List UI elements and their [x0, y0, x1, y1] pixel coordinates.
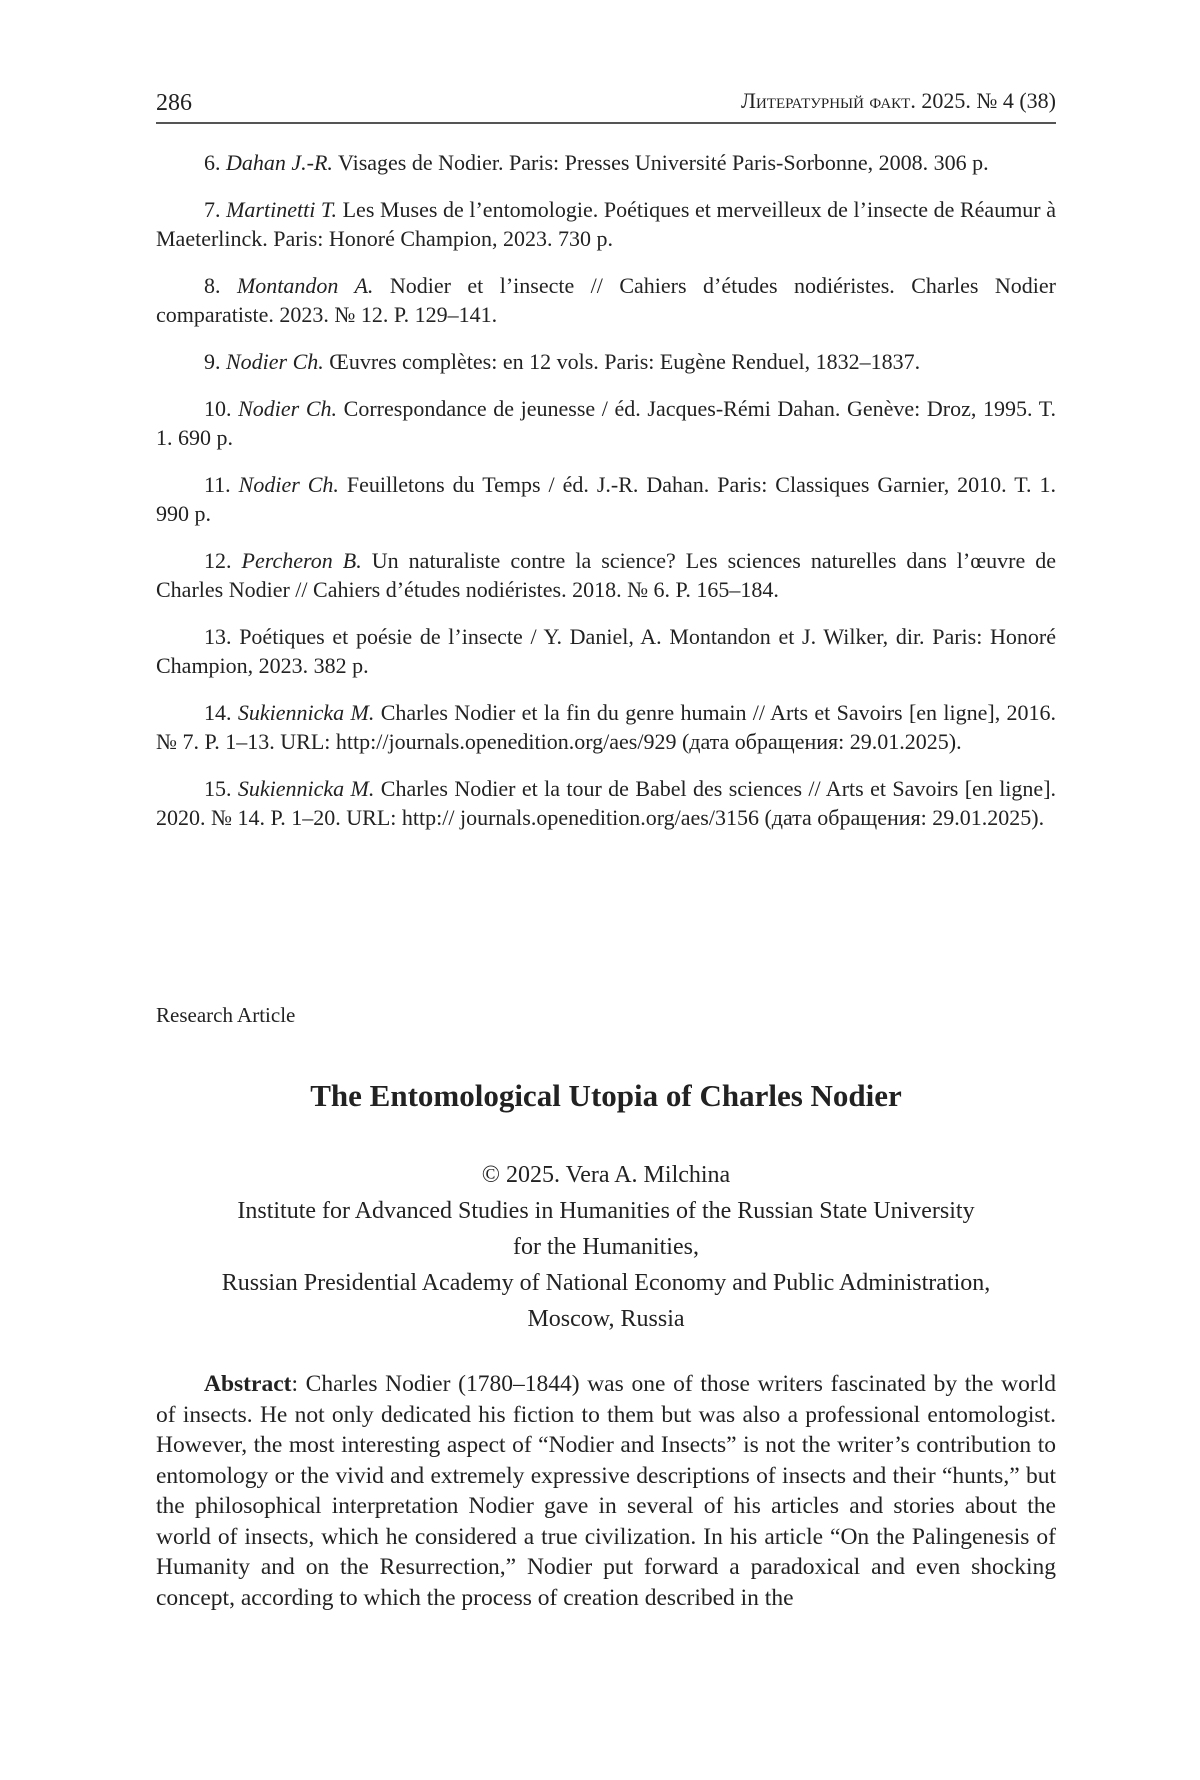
- reference-author: Nodier Ch.: [226, 349, 324, 374]
- reference-author: Montandon A.: [236, 273, 374, 298]
- author-line: © 2025. Vera A. Milchina: [481, 1162, 731, 1188]
- reference-item: [156, 271, 1056, 329]
- reference-text: Œuvres complètes: en 12 vols. Paris: Eugène Renduel, 1832–1837.: [329, 349, 921, 374]
- reference-number: 13.: [204, 624, 232, 649]
- reference-author: Nodier Ch.: [238, 472, 339, 497]
- reference-number: 7.: [204, 197, 221, 222]
- reference-item: [156, 195, 1056, 253]
- affiliation-line: for the Humanities,: [513, 1234, 699, 1260]
- running-header: [156, 86, 1056, 124]
- article-type: Research Article: [156, 1003, 296, 1027]
- journal-name: Литературный факт: [741, 88, 911, 113]
- reference-list: [156, 148, 1056, 850]
- affiliation-line: Russian Presidential Academy of National Economy and Public Administration,: [221, 1270, 991, 1296]
- reference-item: [156, 546, 1056, 604]
- reference-text: Charles Nodier et la fin du genre humain // Arts et Savoirs [en ligne], 2016. № 7. P. 1–13. URL: http://journals.openedition.org/aes/929 (дата обращения: 29.01.2025).: [156, 700, 1057, 754]
- journal-citation: [741, 88, 1056, 114]
- reference-text: Correspondance de jeunesse / éd. Jacques-Rémi Dahan. Genève: Droz, 1995. T. 1. 690 p.: [156, 396, 1057, 450]
- reference-text: Feuilletons du Temps / éd. J.-R. Dahan. Paris: Classiques Garnier, 2010. T. 1. 990 p.: [156, 472, 1056, 526]
- reference-text: Les Muses de l’entomologie. Poétiques et merveilleux de l’insecte de Réaumur à Maeterlinck. Paris: Honoré Champion, 2023. 730 p.: [156, 197, 1056, 251]
- reference-author: Sukiennicka M.: [237, 776, 375, 801]
- reference-item: [156, 774, 1056, 832]
- reference-item: [156, 394, 1056, 452]
- journal-issue: . 2025. № 4 (38): [910, 88, 1056, 113]
- abstract-label: Abstract: [204, 1371, 292, 1397]
- reference-author: Dahan J.-R.: [226, 150, 333, 175]
- abstract: [156, 1369, 1056, 1613]
- reference-item: [156, 698, 1056, 756]
- reference-item: [156, 148, 1056, 177]
- author-block: [156, 1157, 1056, 1337]
- reference-number: 15.: [204, 776, 232, 801]
- reference-number: 8.: [204, 273, 221, 298]
- reference-number: 9.: [204, 349, 221, 374]
- reference-text: Nodier et l’insecte // Cahiers d’études nodiéristes. Charles Nodier comparatiste. 2023. № 12. P. 129–141.: [156, 273, 1056, 327]
- reference-text: Poétiques et poésie de l’insecte / Y. Daniel, A. Montandon et J. Wilker, dir. Paris: Honoré Champion, 2023. 382 p.: [156, 624, 1056, 678]
- reference-item: [156, 622, 1056, 680]
- reference-text: Un naturaliste contre la science? Les sciences naturelles dans l’œuvre de Charles Nodier // Cahiers d’études nodiéristes. 2018. № 6. P. 165–184.: [156, 548, 1056, 602]
- reference-item: [156, 470, 1056, 528]
- reference-number: 12.: [204, 548, 232, 573]
- location-line: Moscow, Russia: [527, 1306, 685, 1332]
- reference-author: Percheron B.: [241, 548, 362, 573]
- reference-number: 11.: [204, 472, 231, 497]
- reference-number: 6.: [204, 150, 221, 175]
- reference-number: 14.: [204, 700, 232, 725]
- reference-author: Nodier Ch.: [238, 396, 338, 421]
- page-number: 286: [156, 90, 192, 116]
- reference-item: [156, 347, 1056, 376]
- reference-text: Visages de Nodier. Paris: Presses Université Paris-Sorbonne, 2008. 306 p.: [338, 150, 989, 175]
- reference-author: Sukiennicka M.: [237, 700, 375, 725]
- abstract-text: : Charles Nodier (1780–1844) was one of those writers fascinated by the world of insects. He not only dedicated his fiction to them but was also a professional entomologist. However, the most interesting aspect of “Nodier and Insects” is not the writer’s contribution to entomology or the vivid and extremely expressive descriptions of insects and their “hunts,” but the philosophical interpretation Nodier gave in several of his articles and stories about the world of insects, which he considered a true civilization. In his article “On the Palingenesis of Humanity and on the Resurrection,” Nodier put forward a paradoxical and even shocking concept, according to which the process of creation described in the: [156, 1371, 1056, 1611]
- reference-text: Charles Nodier et la tour de Babel des sciences // Arts et Savoirs [en ligne]. 2020. № 14. P. 1–20. URL: http:// journals.openedition.org/aes/3156 (дата обращения: 29.01.2025).: [156, 776, 1057, 830]
- affiliation-line: Institute for Advanced Studies in Humanities of the Russian State University: [237, 1198, 975, 1224]
- article-title: The Entomological Utopia of Charles Nodier: [310, 1078, 902, 1113]
- reference-number: 10.: [204, 396, 232, 421]
- reference-author: Martinetti T.: [226, 197, 338, 222]
